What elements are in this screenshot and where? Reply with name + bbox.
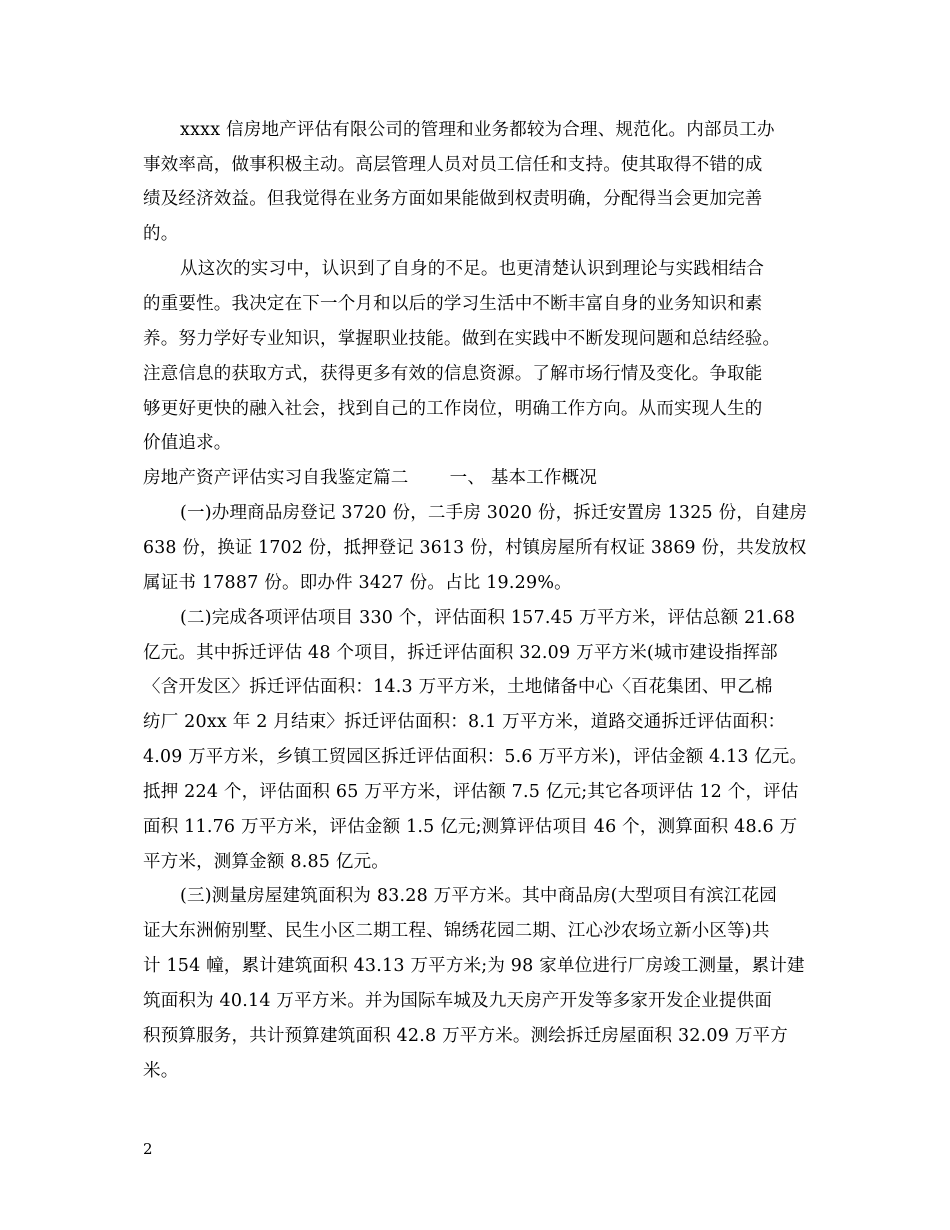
paragraph-1-line-3: 绩及经济效益。但我觉得在业务方面如果能做到权责明确，分配得当会更加完善 [143, 189, 763, 209]
paragraph-1-line-1: xxxx 信房地产评估有限公司的管理和业务都较为合理、规范化。内部员工办 [180, 120, 775, 140]
page-number: 2 [143, 1140, 153, 1158]
item-2-line-2: 亿元。其中拆迁评估 48 个项目，拆迁评估面积 32.09 万平方米(城市建设指挥部 [143, 643, 778, 663]
paragraph-1-line-2: 事效率高，做事积极主动。高层管理人员对员工信任和支持。使其取得不错的成 [143, 155, 763, 175]
section-heading: 房地产资产评估实习自我鉴定篇二 一、 基本工作概况 [143, 468, 598, 488]
item-2-line-6: 抵押 224 个，评估面积 65 万平方米，评估额 7.5 亿元;其它各项评估 12 个，评估 [143, 782, 799, 802]
item-2-line-7: 面积 11.76 万平方米，评估金额 1.5 亿元;测算评估项目 46 个，测算面积 48.6 万 [143, 817, 798, 837]
item-3-line-6: 米。 [143, 1061, 179, 1081]
paragraph-2-line-4: 注意信息的获取方式，获得更多有效的信息资源。了解市场行情及变化。争取能 [143, 364, 763, 384]
item-3-line-5: 积预算服务，共计预算建筑面积 42.8 万平方米。测绘拆迁房屋面积 32.09 万平方 [143, 1026, 788, 1046]
item-1-line-2: 638 份，换证 1702 份，抵押登记 3613 份，村镇房屋所有权证 3869 份，共发放权 [143, 538, 807, 558]
item-2-line-5: 4.09 万平方米，乡镇工贸园区拆迁评估面积：5.6 万平方米)，评估金额 4.13 亿元。 [143, 747, 808, 767]
paragraph-2-line-1: 从这次的实习中，认识到了自身的不足。也更清楚认识到理论与实践相结合 [180, 259, 765, 279]
paragraph-2-line-3: 养。努力学好专业知识，掌握职业技能。做到在实践中不断发现问题和总结经验。 [143, 329, 781, 349]
item-3-line-2: 证大东洲俯别墅、民生小区二期工程、锦绣花园二期、江心沙农场立新小区等)共 [143, 921, 770, 941]
item-3-line-4: 筑面积为 40.14 万平方米。并为国际车城及九天房产开发等多家开发企业提供面 [143, 991, 773, 1011]
paragraph-2-line-5: 够更好更快的融入社会，找到自己的工作岗位，明确工作方向。从而实现人生的 [143, 399, 763, 419]
item-2-line-3: 〈含开发区〉拆迁评估面积：14.3 万平方米，土地储备中心〈百花集团、甲乙棉 [143, 677, 773, 697]
item-3-line-1: (三)测量房屋建筑面积为 83.28 万平方米。其中商品房(大型项目有滨江花园 [180, 886, 778, 906]
paragraph-1-line-4: 的。 [143, 224, 179, 244]
item-1-line-1: (一)办理商品房登记 3720 份，二手房 3020 份，拆迁安置房 1325 份，自建房 [180, 503, 808, 523]
paragraph-2-line-6: 价值追求。 [143, 433, 232, 453]
paragraph-2-line-2: 的重要性。我决定在下一个月和以后的学习生活中不断丰富自身的业务知识和素 [143, 294, 763, 314]
item-1-line-3: 属证书 17887 份。即办件 3427 份。占比 19.29%。 [143, 573, 572, 593]
item-3-line-3: 计 154 幢，累计建筑面积 43.13 万平方米;为 98 家单位进行厂房竣工测量，累计建 [143, 956, 805, 976]
item-2-line-4: 纺厂 20xx 年 2 月结束〉拆迁评估面积：8.1 万平方米，道路交通拆迁评估面积： [143, 712, 786, 732]
item-2-line-1: (二)完成各项评估项目 330 个，评估面积 157.45 万平方米，评估总额 21.68 [180, 608, 796, 628]
item-2-line-8: 平方米，测算金额 8.85 亿元。 [143, 852, 389, 872]
